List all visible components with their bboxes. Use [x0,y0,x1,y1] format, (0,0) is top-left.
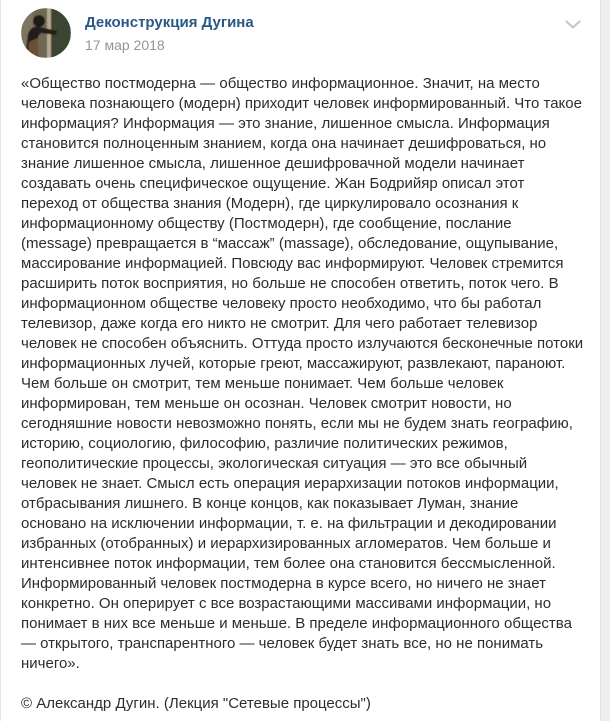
chevron-down-icon [565,17,581,32]
avatar[interactable] [21,8,71,58]
post-menu-button[interactable] [563,16,583,32]
avatar-photo [21,8,71,58]
group-name-link[interactable]: Деконструкция Дугина [85,14,254,31]
post-attribution: © Александр Дугин. (Лекция "Сетевые процессы") [21,695,371,712]
header-info [85,8,254,53]
post-text: «Общество постмодерна — общество информационное. Значит, на место человека познающего (модерн) приходит человек информированный. Что такое информация? Информация — это знание, лишенное смысла. Информация становится полноценным знанием, когда она начинает дешифроваться, но знание лишенное смысла, лишенное дешифровачной модели начинает создавать очень специфическое ощущение. Жан Бодрийяр описал этот переход от общества знания (Модерн), где циркулировало осознания к информационному обществу (Постмодерн), где сообщение, послание (message) превращается в “массаж” (massage), обследование, ощупывание, массирование информацией. Повсюду вас информируют. Человек стремится расширить поток восприятия, но больше не способен ответить, поток чего. В информационном обществе человеку просто необходимо, что бы работал телевизор, даже когда его никто не смотрит. Для чего работает телевизор человек не способен объяснить. Оттуда просто излучаются бесконечные потоки информационных лучей, которые греют, массажируют, развлекают, параноют. Чем больше он смотрит, тем меньше понимает. Чем больше человек информирован, тем меньше он осознан. Человек смотрит новости, но сегодняшние новости невозможно понять, если мы не будем знать географию, историю, социологию, философию, различие политических режимов, геополитические процессы, экологическая ситуация — это все обычный человек не знает. Смысл есть операция иерархизации потоков информации, отбрасывания лишнего. В конце концов, как показывает Луман, знание основано на исключении информации, т. е. на фильтрации и декодировании избранных (отобранных) и иерархизированных агломератов. Чем больше и интенсивнее поток информации, тем более она становится бессмысленной. Информированный человек постмодерна в курсе всего, но ничего не знает конкретно. Он оперирует с все возрастающими массивами информации, но понимает в них все меньше и меньше. В пределе информационного общества — открытого, транспарентного — человек будет знать все, но не понимать ничего». [21,75,584,672]
post-date[interactable]: 17 мар 2018 [85,37,165,53]
post-header [1,0,600,58]
